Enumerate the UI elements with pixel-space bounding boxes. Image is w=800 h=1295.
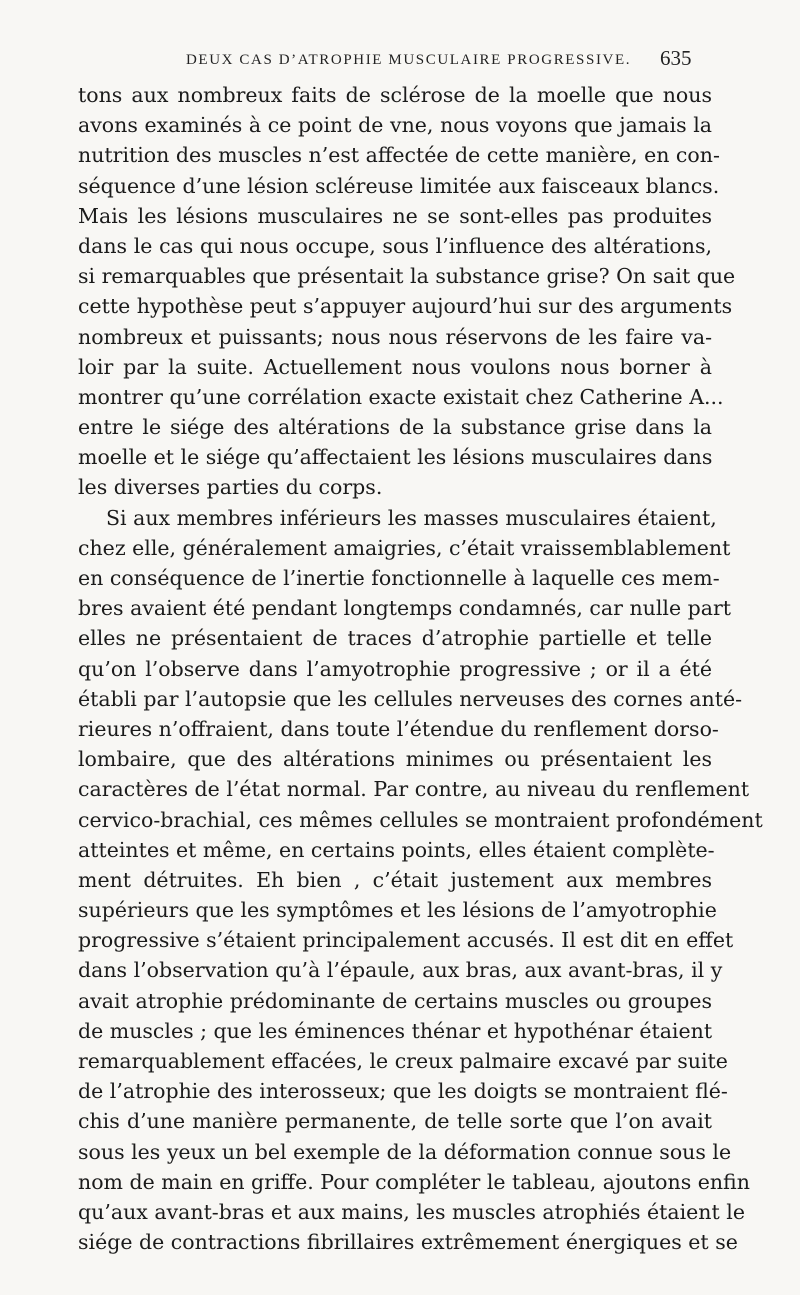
text-line: sous les yeux un bel exemple de la déformation connue sous le	[78, 1139, 732, 1164]
text-line: chis d’une manière permanente, de telle sorte que l’on avait	[78, 1109, 712, 1134]
text-line: entre le siége des altérations de la substance grise dans la	[78, 415, 712, 440]
text-line: Mais les lésions musculaires ne se sont-elles pas produites	[78, 203, 712, 228]
text-line: elles ne présentaient de traces d’atrophie partielle et telle	[78, 626, 712, 651]
text-line: chez elle, généralement amaigries, c’était vraissemblablement	[78, 535, 731, 560]
text-line: si remarquables que présentait la substance grise? On sait que	[78, 264, 736, 289]
text-line: nutrition des muscles n’est affectée de cette manière, en con-	[78, 143, 720, 168]
text-line: atteintes et même, en certains points, elles étaient complète-	[78, 837, 715, 862]
text-line: montrer qu’une corrélation exacte existait chez Catherine A...	[78, 384, 724, 409]
text-line: avons examinés à ce point de vne, nous voyons que jamais la	[78, 113, 712, 138]
text-line: lombaire, que des altérations minimes ou présentaient les	[78, 747, 712, 772]
text-line: supérieurs que les symptômes et les lésions de l’amyotrophie	[78, 898, 717, 923]
text-line: les diverses parties du corps.	[78, 475, 383, 500]
text-line: Si aux membres inférieurs les masses musculaires étaient,	[106, 505, 717, 530]
text-line: de l’atrophie des interosseux; que les doigts se montraient flé-	[78, 1079, 728, 1104]
text-line: établi par l’autopsie que les cellules nerveuses des cornes anté-	[78, 686, 743, 711]
text-line: nom de main en griffe. Pour compléter le tableau, ajoutons enfin	[78, 1169, 750, 1194]
text-line: avait atrophie prédominante de certains muscles ou groupes	[78, 988, 712, 1013]
text-line: rieures n’offraient, dans toute l’étendue du renflement dorso-	[78, 716, 719, 741]
text-line: cette hypothèse peut s’appuyer aujourd’hui sur des arguments	[78, 294, 733, 319]
text-line: qu’on l’observe dans l’amyotrophie progressive ; or il a été	[78, 656, 712, 681]
paragraph-1	[78, 80, 736, 503]
body-text	[78, 80, 763, 1257]
text-line: moelle et le siége qu’affectaient les lésions musculaires dans	[78, 445, 713, 470]
text-line: nombreux et puissants; nous nous réservons de les faire va-	[78, 324, 712, 349]
text-line: dans l’observation qu’à l’épaule, aux bras, aux avant-bras, il y	[78, 958, 723, 983]
text-line: siége de contractions fibrillaires extrêmement énergiques et se	[78, 1230, 738, 1255]
text-line: de muscles ; que les éminences thénar et hypothénar étaient	[78, 1018, 713, 1043]
text-line: ment détruites. Eh bien , c’était justement aux membres	[78, 867, 712, 892]
text-line: loir par la suite. Actuellement nous voulons nous borner à	[78, 354, 712, 379]
text-line: séquence d’une lésion scléreuse limitée aux faisceaux blancs.	[78, 173, 720, 198]
paragraph-2	[78, 503, 763, 1258]
text-line: remarquablement effacées, le creux palmaire excavé par suite	[78, 1049, 728, 1073]
page-number: 635	[660, 46, 692, 70]
running-title: DEUX CAS D’ATROPHIE MUSCULAIRE PROGRESSIVE.	[186, 52, 632, 68]
text-line: progressive s’étaient principalement accusés. Il est dit en effet	[78, 928, 734, 953]
text-line: dans le cas qui nous occupe, sous l’influence des altérations,	[78, 233, 712, 258]
text-line: tons aux nombreux faits de sclérose de la moelle que nous	[78, 83, 712, 107]
text-line: qu’aux avant-bras et aux mains, les muscles atrophiés étaient le	[78, 1199, 745, 1224]
text-line: en conséquence de l’inertie fonctionnelle à laquelle ces mem-	[78, 566, 720, 590]
text-line: cervico-brachial, ces mêmes cellules se montraient profondément	[78, 807, 763, 832]
text-line: caractères de l’état normal. Par contre, au niveau du renflement	[78, 777, 750, 802]
text-line: bres avaient été pendant longtemps condamnés, car nulle part	[78, 596, 731, 621]
